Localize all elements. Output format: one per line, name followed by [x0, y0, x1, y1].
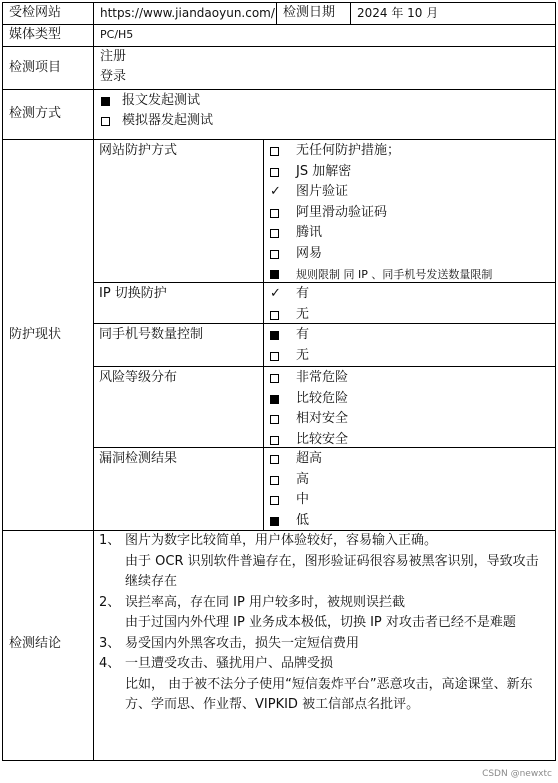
- rule-header-col3: [350, 2, 351, 25]
- protection-section-name: IP 切换防护: [99, 286, 167, 301]
- method-option-label: 模拟器发起测试: [122, 113, 214, 128]
- unchecked-box-icon[interactable]: [270, 250, 279, 259]
- checked-box-icon[interactable]: [101, 97, 110, 106]
- conclusion-text: 一旦遭受攻击、骚扰用户、品牌受损: [125, 656, 334, 671]
- conclusion-text: 继续存在: [125, 574, 178, 589]
- protection-option-label: 无任何防护措施；: [296, 143, 401, 158]
- protection-section-name: 网站防护方式: [99, 143, 178, 158]
- conclusion-number: 4、: [99, 656, 121, 671]
- protection-option-label: 无: [296, 306, 310, 322]
- conclusion-text: 由于过国内外代理 IP 业务成本极低，切换 IP 对攻击者已经不是难题: [125, 615, 516, 630]
- protection-label: 防护现状: [9, 327, 62, 342]
- conclusion-text: 图片为数字比较简单，用户体验较好，容易输入正确。: [125, 533, 438, 548]
- rule-protection-col: [263, 139, 264, 530]
- media-value: PC/H5: [100, 28, 134, 41]
- conclusion-text: 由于 OCR 识别软件普遍存在，图形验证码很容易被黑客识别，导致攻击: [125, 553, 539, 569]
- conclusion-text: 误拦率高，存在同 IP 用户较多时，被规则误拦截: [125, 594, 405, 610]
- protection-option-label: 中: [296, 492, 310, 507]
- protection-option-label: 比较安全: [296, 431, 349, 447]
- date-value: 2024 年 10 月: [357, 6, 439, 20]
- unchecked-box-icon[interactable]: [270, 352, 279, 361]
- rule-row3: [2, 89, 556, 90]
- protection-option-label: 低: [296, 512, 310, 528]
- protection-section-name: 同手机号数量控制: [99, 327, 204, 342]
- protection-option-label: 网易: [296, 245, 323, 261]
- conclusion-number: 1、: [99, 533, 121, 548]
- protection-option-label: 超高: [296, 451, 323, 466]
- protection-option-label: 高: [296, 471, 310, 487]
- protection-section-name: 漏洞检测结果: [99, 451, 178, 466]
- protection-option-label: 无: [296, 347, 310, 363]
- protection-option-label: 有: [296, 286, 310, 301]
- conclusion-text: 方、学而思、作业帮、VIPKID 被工信部点名批评。: [125, 697, 420, 712]
- unchecked-box-icon[interactable]: [101, 117, 110, 126]
- checked-box-icon[interactable]: [270, 331, 279, 340]
- unchecked-box-icon[interactable]: [270, 168, 279, 177]
- protection-option-label: 规则限制 同 IP 、同手机号发送数量限制: [296, 268, 493, 281]
- rule-sub2: [93, 323, 556, 324]
- unchecked-box-icon[interactable]: [270, 415, 279, 424]
- protection-option-label: 有: [296, 327, 310, 342]
- item-login: 登录: [100, 69, 127, 84]
- checked-box-icon[interactable]: [270, 517, 279, 526]
- rule-bottom: [2, 760, 556, 761]
- conclusion-text: 易受国内外黑客攻击，损失一定短信费用: [125, 635, 360, 651]
- unchecked-box-icon[interactable]: [270, 147, 279, 156]
- date-label: 检测日期: [283, 5, 336, 20]
- unchecked-box-icon[interactable]: [270, 374, 279, 383]
- site-url: https://www.jiandaoyun.com/: [100, 6, 275, 20]
- protection-option-label: 比较危险: [296, 390, 349, 406]
- unchecked-box-icon[interactable]: [270, 496, 279, 505]
- checked-box-icon[interactable]: [270, 395, 279, 404]
- rule-row2: [2, 46, 556, 47]
- rule-right: [555, 2, 556, 761]
- media-label: 媒体类型: [9, 27, 62, 42]
- checkmark-icon[interactable]: ✓: [270, 286, 281, 301]
- protection-option-label: 图片验证: [296, 184, 349, 199]
- unchecked-box-icon[interactable]: [270, 209, 279, 218]
- protection-option-label: 相对安全: [296, 411, 349, 426]
- unchecked-box-icon[interactable]: [270, 436, 279, 445]
- protection-option-label: 腾讯: [296, 225, 323, 240]
- protection-option-label: 非常危险: [296, 370, 349, 385]
- unchecked-box-icon[interactable]: [270, 229, 279, 238]
- rule-header-col2: [276, 2, 277, 25]
- checkmark-icon[interactable]: ✓: [270, 184, 281, 199]
- conclusion-number: 2、: [99, 594, 121, 610]
- rule-left: [2, 2, 3, 761]
- rule-label-col: [93, 2, 94, 761]
- protection-option-label: JS 加解密: [296, 163, 352, 179]
- rule-row5: [2, 530, 556, 531]
- protection-section-name: 风险等级分布: [99, 370, 178, 385]
- unchecked-box-icon[interactable]: [270, 476, 279, 485]
- rule-sub3: [93, 366, 556, 367]
- item-register: 注册: [100, 49, 127, 64]
- conclusion-text: 比如， 由于被不法分子使用“短信轰炸平台”恶意攻击，高途课堂、新东: [125, 676, 533, 692]
- unchecked-box-icon[interactable]: [270, 311, 279, 320]
- unchecked-box-icon[interactable]: [270, 455, 279, 464]
- conclusion-label: 检测结论: [9, 636, 62, 651]
- watermark: CSDN @newxtc: [482, 769, 552, 779]
- rule-row1: [2, 24, 556, 25]
- items-label: 检测项目: [9, 60, 62, 75]
- method-option-label: 报文发起测试: [122, 93, 201, 108]
- rule-row4: [2, 139, 556, 140]
- conclusion-number: 3、: [99, 635, 121, 651]
- site-label: 受检网站: [9, 5, 62, 20]
- checked-box-icon[interactable]: [270, 270, 279, 279]
- method-label: 检测方式: [9, 106, 62, 121]
- protection-option-label: 阿里滑动验证码: [296, 204, 388, 220]
- rule-top: [2, 2, 556, 3]
